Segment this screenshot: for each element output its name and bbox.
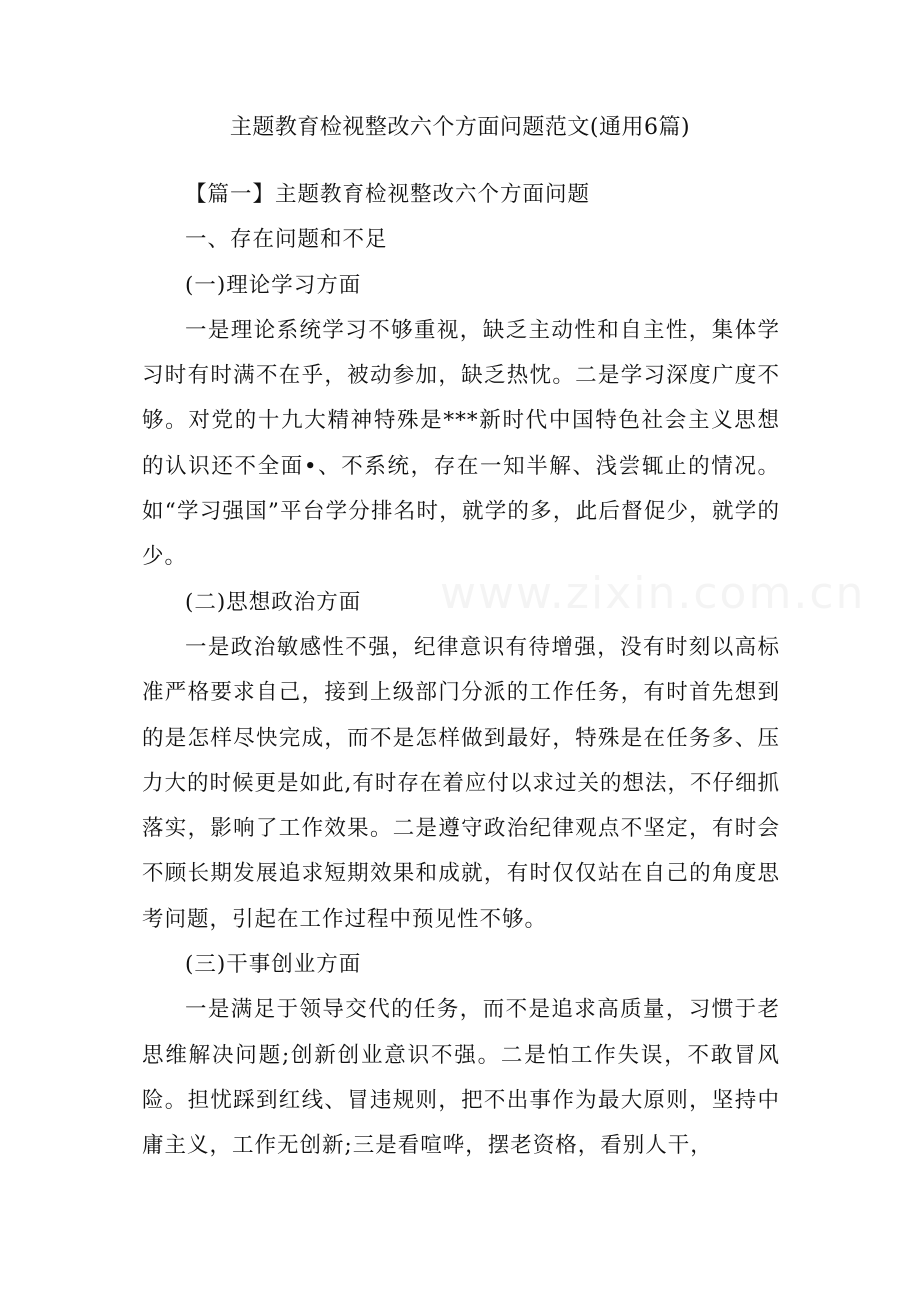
document-body	[142, 172, 780, 1169]
document-title: 主题教育检视整改六个方面问题范文(通用6篇)	[229, 115, 691, 140]
section-heading-problems: 一、存在问题和不足	[185, 227, 388, 253]
subsection-heading-theory: (一)理论学习方面	[185, 272, 362, 298]
chapter-heading: 【篇一】主题教育检视整改六个方面问题	[185, 182, 591, 207]
paragraph-theory: 一是理论系统学习不够重视，缺乏主动性和自主性，集体学习时有时满不在乎，被动参加，缺乏热忱。二是学习深度广度不够。对党的十九大精神特殊是***新时代中国特色社会主义思想的认识还不全面•、不系统，存在一知半解、浅尝辄止的情况。如“学习强国”平台学分排名时，就学的多，此后督促少，就学的少。	[142, 317, 780, 570]
watermark: www.zixin.com.cn	[440, 568, 866, 619]
subsection-heading-entrepreneurship: (三)干事创业方面	[185, 952, 362, 978]
subsection-heading-politics: (二)思想政治方面	[185, 589, 362, 615]
paragraph-politics: 一是政治敏感性不强，纪律意识有待增强，没有时刻以高标准严格要求自己，接到上级部门分派的工作任务，有时首先想到的是怎样尽快完成，而不是怎样做到最好，特殊是在任务多、压力大的时候更是如此,有时存在着应付以求过关的想法，不仔细抓落实，影响了工作效果。二是遵守政治纪律观点不坚定，有时会不顾长期发展追求短期效果和成就，有时仅仅站在自己的角度思考问题，引起在工作过程中预见性不够。	[142, 634, 780, 932]
paragraph-entrepreneurship: 一是满足于领导交代的任务，而不是追求高质量，习惯于老思维解决问题;创新创业意识不强。二是怕工作失误，不敢冒风险。担忧踩到红线、冒违规则，把不出事作为最大原则，坚持中庸主义，工作无创新;三是看喧哗，摆老资格，看别人干，	[142, 997, 780, 1159]
